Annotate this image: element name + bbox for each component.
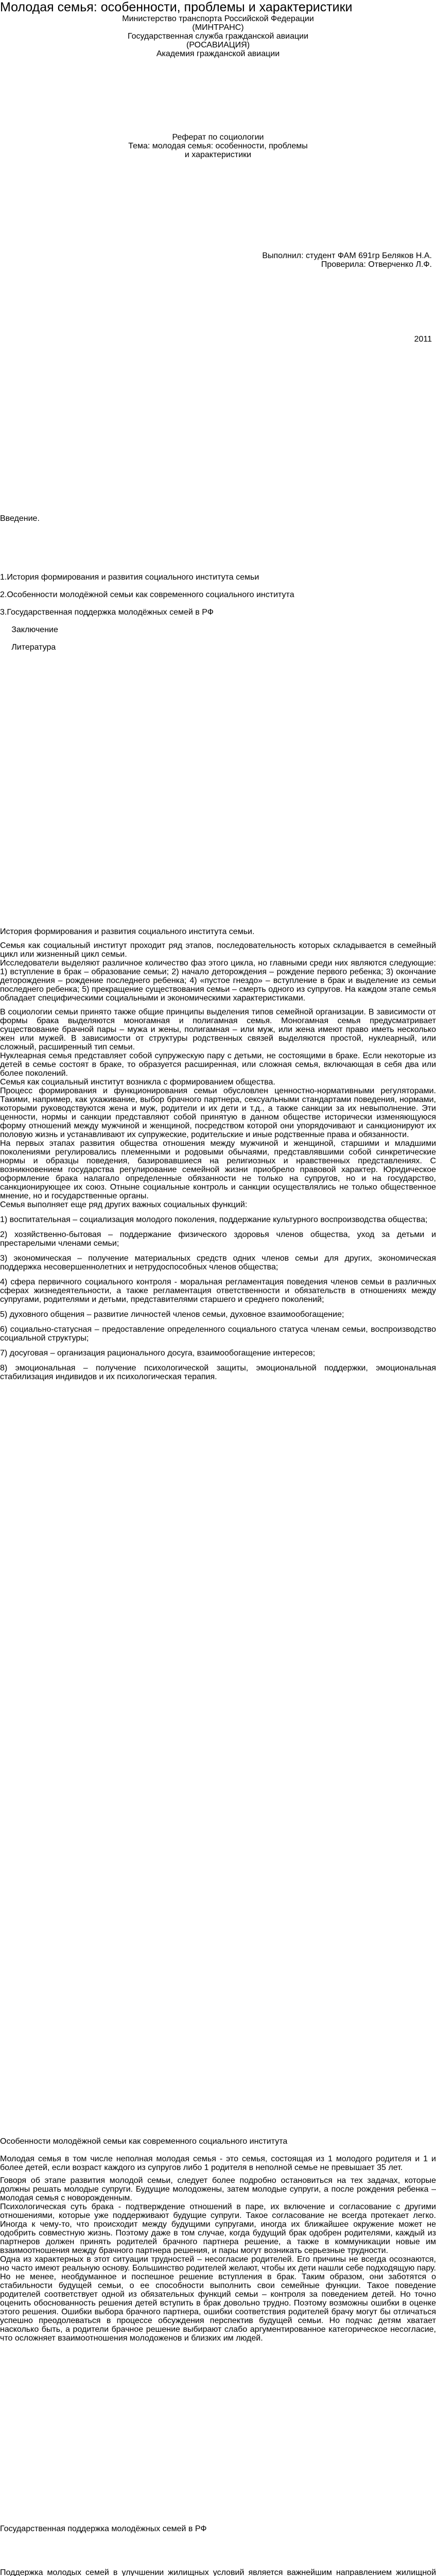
paragraph: Психологическая суть брака - подтверждение отношений в паре, их включение и согласование с другими отношениями, которые уже поддерживают будущие супруги. Такое согласование не всегда протекает легко. Иногда к чему-то, что происходит между будущими супругами, иногда их ближайшее окружение может не одобрить совместную жизнь. Поэтому даже в том случае, когда будущий брак одобрен родителями, каждый из партнеров должен принять родителей брачного партнера решение, а также в коммуникации новые им взаимоотношения между брачного партнера решения, и пары могут возникать серьезные трудности. — [0, 2202, 436, 2255]
toc-heading: Введение. — [0, 514, 40, 523]
section-3 — [0, 2524, 436, 2576]
paragraph: Семья как социальный институт возникла с формированием общества. — [0, 1078, 275, 1087]
paragraph: Говоря об этапе развития молодой семьи, следует более подробно остановиться на тех задачах, которые должны решать молодые супруги. Будущие молодожены, затем молодые супруги, а после рождения ребенка – молодая семья с новорожденным. — [0, 2176, 436, 2202]
function-item: 1) воспитательная – социализация молодого поколения, поддержание культурного воспроизводства общества; — [0, 1215, 428, 1224]
function-item: 2) хозяйственно-бытовая – поддержание физического здоровья членов общества, уход за детьми и престарелыми членами семьи; — [0, 1230, 436, 1248]
paragraph: В социологии семьи принято также общие принципы выделения типов семейной организации. В зависимости от формы брака выделяются моногамная и полигамная семья. Моногамная семья предусматривает существование брачной пары – мужа и жены, полигамная – или муж, или жена имеют право иметь несколько жен или мужей. В зависимости от структуры родственных связей выделяются простой, нуклеарный, или сложный, расширенный тип семьи. — [0, 1008, 436, 1052]
ministry-abbr-line: (МИНТРАНС) — [192, 23, 244, 32]
section-2-heading: Особенности молодёжной семьи как современного социального института — [0, 2137, 288, 2146]
function-item: 8) эмоциональная – получение психологической защиты, эмоциональной поддержки, эмоциональная стабилизация индивидов и их психологическая терапия. — [0, 1364, 436, 1381]
section-1 — [0, 927, 436, 1381]
function-item: 7) досуговая – организация рационального досуга, взаимообогащение интересов; — [0, 1349, 316, 1358]
toc-item-conclusion: Заключение — [0, 625, 58, 634]
paragraph: Молодая семья в том числе неполная молодая семья - это семья, состоящая из 1 молодого родителя и 1 и более детей, если возраст каждого из супругов либо 1 родителя в неполной семье не превышает 35 лет. — [0, 2155, 436, 2172]
academy-line: Академия гражданской авиации — [156, 49, 280, 58]
function-item: 6) социально-статусная – предоставление определенного социального статуса членам семьи, воспроизводство социальной структуры; — [0, 1325, 436, 1343]
ministry-line: Министерство транспорта Российской Федерации — [122, 14, 314, 23]
title-page — [0, 14, 436, 58]
toc-item: 2.Особенности молодёжной семьи как современного социального института — [0, 590, 294, 599]
toc-item: 3.Государственная поддержка молодёжных семей в РФ — [0, 608, 214, 617]
checker-line: Проверила: Отверченко Л.Ф. — [321, 260, 432, 269]
paragraph: Исследователи выделяют различное количество фаз этого цикла, но главными среди них являются следующие: 1) вступление в брак – образование семьи; 2) начало деторождения – рождение первого ребенка; 3) окончание деторождения – рождение последнего ребенка; 4) «пустое гнездо» – вступление в брак и выделение из семьи последнего ребенка; 5) прекращение существования семьи – смерть одного из супругов. На каждом этапе семья обладает специфическими социальными и экономическими характеристиками. — [0, 959, 436, 1003]
document-title: Молодая семья: особенности, проблемы и характеристики — [0, 0, 353, 14]
report-type-line: Реферат по социологии — [172, 133, 264, 142]
signature-block — [0, 251, 436, 269]
function-item: 5) духовного общения – развитие личностей членов семьи, духовное взаимообогащение; — [0, 1310, 344, 1319]
toc-item-literature: Литература — [0, 643, 56, 652]
report-block — [0, 133, 436, 159]
paragraph: На первых этапах развития общества отношения между мужчиной и женщиной, старшими и младшими поколениями регулировались племенными и родовыми обычаями, представлявшими собой синкретические нормы и образцы поведения, базировавшиеся на религиозных и нравственных представлениях. С возникновением государства регулирование семейной жизни приобрело правовой характер. Юридическое оформление брака налагало определенные обязанности не только на супругов, но и на государство, санкционирующее их союз. Отныне социальные контроль и санкции осуществлялись не только общественное мнение, но и государственные органы. — [0, 1139, 436, 1200]
toc-item: 1.История формирования и развития социального института семьи — [0, 573, 259, 582]
paragraph: Одна из характерных в этот ситуации трудностей – несогласие родителей. Его причины не всегда осознаются, но часто имеют реальную основу. Большинство родителей желают, чтобы их дети нашли себе подходящую пару. Но не менее, необдуманное и поспешное решение вступления в брак. Таким образом, они заботятся о стабильности будущей семьи, о ее способности выполнить свои семейные функции. Такое поведение родителей соответствует одной из обязательных функций семьи – контроля за поведением детей. Но точно оценить обоснованность решения детей вступить в брак довольно трудно. Поэтому возможны ошибки в оценке этого решения. Ошибки выбора брачного партнера, ошибки соответствия родителей брачу могут бы отличаться успешно преодолеваться в процессе обсуждения перспектив будущей семьи. Но подчас детям хватает насколько быть, а родители брачное решение выбирают слабо аргументированное категорическое несогласие, что осложняет взаимоотношения молодоженов и близких им людей. — [0, 2255, 436, 2343]
paragraph: Семья как социальный институт проходит ряд этапов, последовательность которых складывается в семейный цикл или жизненный цикл семьи. — [0, 941, 436, 959]
table-of-contents — [0, 573, 436, 652]
paragraph: Семья выполняет еще ряд других важных социальных функций: — [0, 1200, 248, 1209]
section-1-heading: История формирования и развития социального института семьи. — [0, 927, 255, 936]
report-topic-line-2: и характеристики — [184, 150, 252, 159]
author-line: Выполнил: студент ФАМ 691гр Беляков Н.А. — [262, 251, 432, 260]
report-topic-line: Тема: молодая семья: особенности, проблемы — [128, 142, 308, 150]
paragraph: Процесс формирования и функционирования семьи обусловлен ценностно-нормативными регуляторами. Такими, например, как ухаживание, выбор брачного партнера, сексуальными стандартами поведения, нормами, которыми руководствуются жена и муж, родители и их дети и т.д., а также санкции за их невыполнение. Эти ценности, нормы и санкции представляют собой принятую в данном обществе исторически изменяющуюся форму отношений между мужчиной и женщиной, посредством которой они упорядочивают и санкционируют их половую жизнь и устанавливают их супружеские, родительские и иные родственные права и обязанности. — [0, 1087, 436, 1139]
paragraph: Нуклеарная семья представляет собой супружескую пару с детьми, не состоящими в браке. Если некоторые из детей в семье состоят в браке, то образуется расширенная, или сложная семья, включающая в себя два или более поколений. — [0, 1052, 436, 1078]
function-item: 4) сфера первичного социального контроля - моральная регламентация поведения членов семьи в различных сферах жизнедеятельности, а также регламентация ответственности и обязательств в отношениях между супругами, родителями и детьми, представителями старшего и среднего поколений; — [0, 1278, 436, 1304]
function-item: 3) экономическая – получение материальных средств одних членов семьи для других, экономическая поддержка несовершеннолетних и нетрудоспособных членов общества; — [0, 1254, 436, 1272]
service-abbr-line: (РОСАВИАЦИЯ) — [186, 41, 250, 49]
section-2 — [0, 2137, 436, 2343]
section-3-heading: Государственная поддержка молодёжных семей в РФ — [0, 2524, 207, 2533]
year: 2011 — [414, 335, 432, 344]
paragraph: Поддержка молодых семей в улучшении жилищных условий является важнейшим направлением жилищной — [0, 2568, 436, 2576]
service-line: Государственная служба гражданской авиации — [128, 32, 308, 41]
